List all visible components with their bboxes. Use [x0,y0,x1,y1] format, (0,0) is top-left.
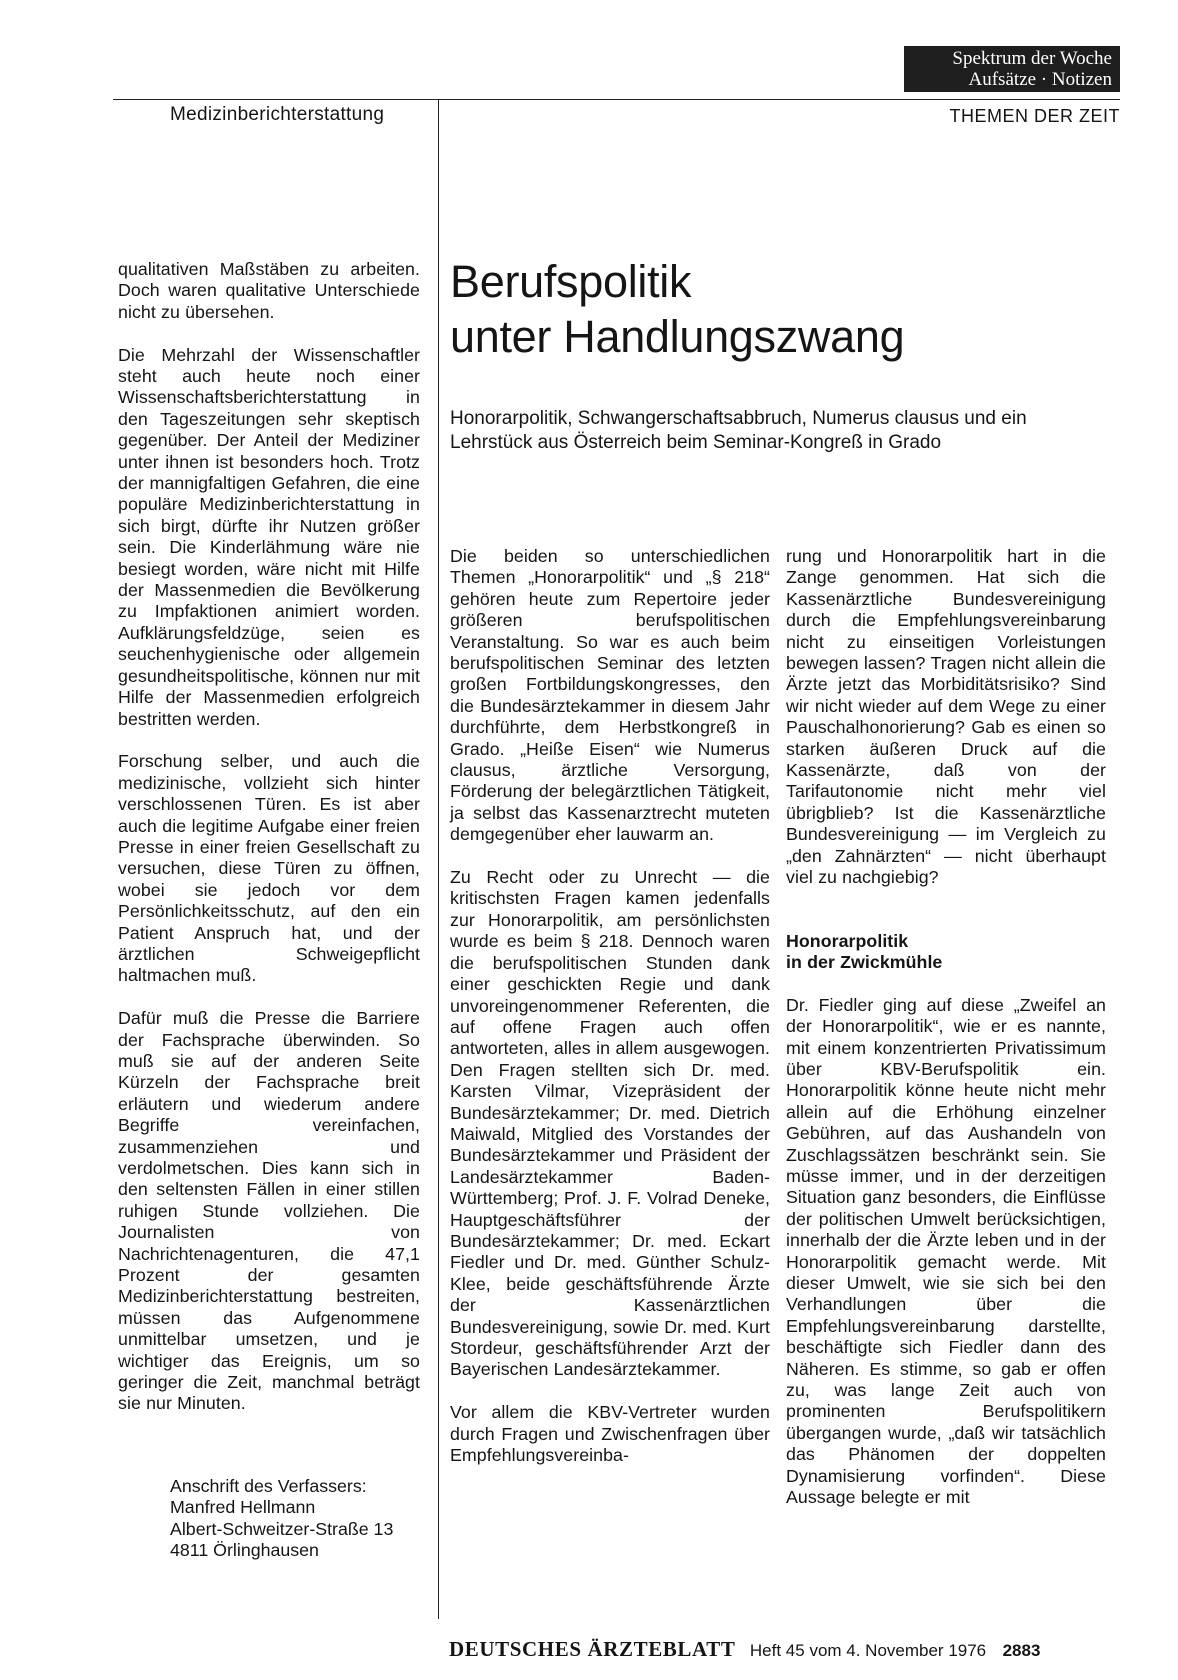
left-column [118,259,420,1436]
subheading-line-2: in der Zwickmühle [786,951,943,972]
section-label-line-2: Aufsätze · Notizen [968,69,1112,90]
subheading-line-1: Honorarpolitik [786,930,909,951]
author-address [170,1476,393,1562]
column-divider-rule [438,99,439,1619]
article-title [450,254,904,364]
middle-paragraph: Vor allem die KBV-Vertreter wurden durch Fragen und Zwischenfragen über Empfehlungsvereinba- [450,1402,770,1466]
issue-info: Heft 45 vom 4. November 1976 [749,1641,987,1660]
section-subheading [786,931,1106,974]
right-paragraph: Dr. Fiedler ging auf diese „Zweifel an der Honorarpolitik“, wie er es nannte, mit einem konzentrierten Privatissimum über KBV-Berufspolitik ein. Honorarpolitik könne heute nicht mehr allein auf die Erhöhung einzelner Gebühren, auf das Aushandeln von Zuschlagssätzen beschränkt sein. Sie müsse immer, und in der derzeitigen Situation ganz besonders, die Einflüsse der politischen Umwelt berücksichtigen, innerhalb der die Ärzte leben und in der Honorarpolitik gemacht werde. Mit dieser Umwelt, wie sie sich bei den Verhandlungen über die Empfehlungsvereinbarung darstellte, beschäftigte sich Fiedler dann des Näheren. Es stimme, so gab er offen zu, was lange Zeit auch von prominenten Berufspolitikern übergangen wurde, „daß wir tatsächlich das Phänomen der doppelten Dynamisierung vorfinden“. Diese Aussage belegte er mit [786,994,1106,1508]
journal-masthead: DEUTSCHES ÄRZTEBLATT [449,1637,736,1661]
section-label-box [904,46,1120,92]
address-label: Anschrift des Verfassers: [170,1476,367,1496]
section-label-line-1: Spektrum der Woche [952,48,1112,69]
address-street: Albert-Schweitzer-Straße 13 [170,1518,394,1539]
running-head-left: Medizinberichterstattung [170,104,385,125]
article-title-line-1: Berufspolitik [450,256,692,307]
running-head-right: THEMEN DER ZEIT [949,106,1120,126]
right-paragraph: rung und Honorarpolitik hart in die Zange genommen. Hat sich die Kassenärztliche Bundesvereinigung durch die Empfehlungsvereinbarung nicht zu einseitigen Vorleistungen bewegen lassen? Tragen nicht allein die Ärzte jetzt das Morbiditätsrisiko? Sind wir nicht wieder auf dem Wege zu einer Pauschalhonorierung? Gab es einen so starken äußeren Druck auf die Kassenärzte, daß von der Tarifautonomie nicht mehr viel übrigblieb? Ist die Kassenärztliche Bundesvereinigung — im Vergleich zu „den Zahnärzten“ — nicht überhaupt viel zu nachgiebig? [786,546,1106,888]
address-city: 4811 Örlinghausen [170,1540,319,1561]
left-paragraph: qualitativen Maßstäben zu arbeiten. Doch waren qualitative Unterschiede nicht zu übersehen. [118,259,420,322]
header-rule [113,99,1120,100]
article-title-line-2: unter Handlungszwang [450,311,905,362]
middle-paragraph: Zu Recht oder zu Unrecht — die kritischsten Fragen kamen jedenfalls zur Honorarpolitik, am persönlichsten wurde es beim § 218. Dennoch waren die berufspolitischen Stunden dank einer geschickten Regie und dank unvoreingenommener Referenten, die auf offene Fragen auch offen antworteten, alles in allem ausgewogen. Den Fragen stellten sich Dr. med. Karsten Vilmar, Vizepräsident der Bundesärztekammer; Dr. med. Dietrich Maiwald, Mitglied des Vorstandes der Bundesärztekammer und Präsident der Landesärztekammer Baden-Württemberg; Prof. J. F. Volrad Deneke, Hauptgeschäftsführer der Bundesärztekammer; Dr. med. Eckart Fiedler und Dr. med. Günther Schulz-Klee, beide geschäftsführende Ärzte der Kassenärztlichen Bundesvereinigung, sowie Dr. med. Kurt Stordeur, geschäftsführender Arzt der Bayerischen Landesärztekammer. [450,867,770,1380]
left-paragraph: Forschung selber, und auch die medizinische, vollzieht sich hinter verschlossenen Türen. Es ist aber auch die legitime Aufgabe einer freien Presse in einer freien Gesellschaft zu versuchen, diese Türen zu öffnen, wobei sie jedoch vor dem Persönlichkeitsschutz, auf den ein Patient Anspruch hat, und der ärztlichen Schweigepflicht haltmachen muß. [118,751,420,986]
address-name: Manfred Hellmann [170,1497,316,1518]
page-number: 2883 [1002,1641,1041,1660]
page-footer [449,1637,1040,1662]
left-paragraph: Dafür muß die Presse die Barriere der Fachsprache überwinden. So muß sie auf der anderen Seite Kürzeln der Fachsprache breit erläutern und wiederum andere Begriffe vereinfachen, zusammenziehen und verdolmetschen. Dies kann sich in den seltensten Fällen in einer stillen ruhigen Stunde vollziehen. Die Journalisten von Nachrichtenagenturen, die 47,1 Prozent der gesamten Medizinberichterstattung bestreiten, müssen das Aufgenommene unmittelbar umsetzen, und je wichtiger das Ereignis, um so geringer die Zeit, manchmal beträgt sie nur Minuten. [118,1008,420,1414]
middle-column [450,546,770,1488]
middle-paragraph: Die beiden so unterschiedlichen Themen „Honorarpolitik“ und „§ 218“ gehören heute zum Repertoire jeder größeren berufspolitischen Veranstaltung. So war es auch beim berufspolitischen Seminar des letzten großen Fortbildungskongresses, den die Bundesärztekammer in diesem Jahr durchführte, dem Herbstkongreß in Grado. „Heiße Eisen“ wie Numerus clausus, ärztliche Versorgung, Förderung der belegärztlichen Tätigkeit, ja selbst das Kassenarztrecht muteten demgegenüber eher lauwarm an. [450,546,770,845]
article-subtitle: Honorarpolitik, Schwangerschaftsabbruch, Numerus clausus und ein Lehrstück aus Österreich beim Seminar-Kongreß in Grado [450,408,1027,453]
left-paragraph: Die Mehrzahl der Wissenschaftler steht auch heute noch einer Wissenschaftsberichterstattung in den Tageszeitungen sehr skeptisch gegenüber. Der Anteil der Mediziner unter ihnen ist besonders hoch. Trotz der mannigfaltigen Gefahren, die eine populäre Medizinberichterstattung in sich birgt, dürfte ihr Nutzen größer sein. Die Kinderlähmung wäre nie besiegt worden, wäre nicht mit Hilfe der Massenmedien die Bevölkerung zu Impfaktionen animiert worden. Aufklärungsfeldzüge, seien es seuchenhygienische oder allgemein gesundheitspolitische, können nur mit Hilfe der Massenmedien erfolgreich bestritten werden. [118,344,420,729]
right-column [786,546,1106,1530]
